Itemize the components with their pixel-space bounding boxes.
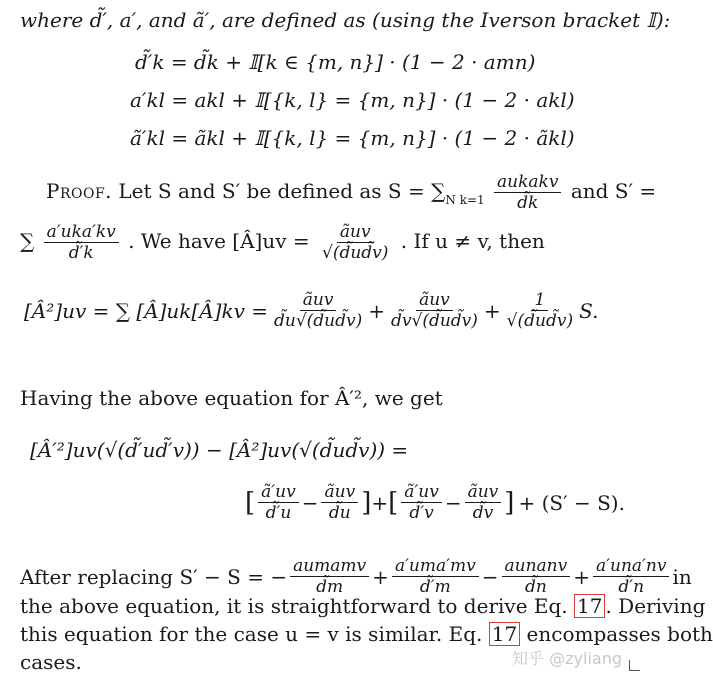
bracket-close: ]: [361, 487, 372, 518]
bracket-open: [: [245, 487, 256, 518]
numerator: ãuv: [300, 290, 337, 311]
proof-line1-text: Let S and S′ be defined as S = ∑: [118, 179, 446, 203]
eq2-frac-a: [258, 482, 299, 523]
eq2-frac-d: [465, 482, 502, 523]
denominator: d̃′m: [419, 577, 451, 597]
after-frac-2: [392, 556, 479, 597]
equation-ref-link[interactable]: 17: [574, 594, 605, 618]
equation2-tail: + (S′ − S).: [518, 490, 625, 515]
after-line2-tail: . Deriving: [605, 594, 706, 618]
after-frac-3: [502, 556, 571, 597]
equation1-tail: S.: [579, 298, 599, 323]
numerator: ãuv: [416, 290, 453, 311]
numerator: aumamv: [290, 556, 369, 577]
equation1-lhs: [Â²]uv = ∑ [Â]uk[Â]kv =: [24, 298, 268, 323]
numerator: a′uma′mv: [392, 556, 479, 577]
proof-line1-tail: and S′ =: [570, 179, 657, 203]
denominator: √(d̃ud̃v): [506, 311, 574, 331]
having-text: Having the above equation for Â′², we get: [20, 386, 443, 410]
fraction-denominator: √(d̃ud̃v): [322, 243, 389, 263]
denominator: d̃v√(d̃ud̃v): [391, 311, 478, 331]
sum-symbol: ∑: [20, 229, 35, 253]
eq1-term2: [388, 290, 481, 331]
fraction-numerator: a′uka′kv: [44, 222, 119, 243]
minus: −: [301, 490, 319, 515]
after-line-1: [20, 556, 692, 597]
plus: +: [371, 490, 389, 515]
fraction-numerator: ãuv: [337, 222, 374, 243]
denominator: d̃′u: [265, 503, 292, 523]
after-line-4: cases.: [20, 650, 82, 674]
proof-fraction-2: [44, 222, 119, 263]
denominator: d̃′v: [409, 503, 434, 523]
after-line-2: [20, 594, 705, 618]
denominator: d̃v: [472, 503, 494, 523]
proof-line2-text: . We have [Â]uv =: [128, 229, 310, 253]
equation-2-line-1: [Â′²]uv(√(d̃′ud̃′v)) − [Â²]uv(√(d̃ud̃v)) =: [30, 438, 409, 462]
definition-a-tilde: ã′kl = ãkl + 𝕀[{k, l} = {m, n}] · (1 − 2 · ãkl): [130, 126, 575, 150]
bracket-close: ]: [504, 487, 515, 518]
proof-line2-tail: . If u ≠ v, then: [400, 229, 545, 253]
numerator: 1: [531, 290, 548, 311]
eq1-term3: [504, 290, 576, 331]
bracket-open: [: [388, 487, 399, 518]
after-line3-text: this equation for the case u = v is similar. Eq.: [20, 622, 483, 646]
numerator: ã′uv: [401, 482, 442, 503]
minus: −: [444, 490, 462, 515]
intro-text: where d̃′, a′, and ã′, are defined as (using the Iverson bracket 𝕀):: [20, 8, 671, 32]
denominator: d̃′n: [618, 577, 645, 597]
fraction-denominator: d̃k: [517, 193, 539, 213]
denominator: d̃m: [316, 577, 344, 597]
equation-2-line-2: [245, 482, 625, 523]
plus: +: [573, 564, 590, 589]
definition-a: a′kl = akl + 𝕀[{k, l} = {m, n}] · (1 − 2 · akl): [130, 88, 575, 112]
denominator: d̃u√(d̃ud̃v): [273, 311, 363, 331]
eq2-frac-b: [321, 482, 358, 523]
proof-line-1: [46, 172, 656, 213]
numerator: aunanv: [502, 556, 571, 577]
denominator: d̃u: [328, 503, 351, 523]
after-line-3: [20, 622, 713, 646]
numerator: a′una′nv: [593, 556, 669, 577]
definition-d: d̃′k = d̃k + 𝕀[k ∈ {m, n}] · (1 − 2 · amn): [135, 50, 536, 74]
proof-line-2: [20, 222, 545, 263]
after-text: After replacing S′ − S = −: [20, 564, 288, 589]
denominator: d̃n: [524, 577, 547, 597]
numerator: ãuv: [321, 482, 358, 503]
proof-fraction-1: [494, 172, 561, 213]
after-frac-4: [593, 556, 669, 597]
after-in: in: [672, 564, 692, 589]
numerator: ã′uv: [258, 482, 299, 503]
fraction-numerator: aukakv: [494, 172, 561, 193]
eq1-term1: [271, 290, 365, 331]
proof-fraction-3: [319, 222, 391, 263]
sum-limits: N k=1: [445, 193, 485, 207]
proof-label: Proof.: [46, 179, 113, 203]
corner-resize-icon: [629, 660, 640, 671]
after-line3-tail: encompasses both: [526, 622, 713, 646]
after-frac-1: [290, 556, 369, 597]
plus: +: [372, 564, 389, 589]
eq2-frac-c: [401, 482, 442, 523]
plus: +: [483, 298, 501, 323]
watermark-text: 知乎 @zyliang: [512, 649, 622, 668]
equation-1: [24, 290, 598, 331]
fraction-denominator: d̃′k: [68, 243, 94, 263]
plus: +: [368, 298, 385, 323]
equation-ref-link[interactable]: 17: [489, 622, 520, 646]
minus: −: [481, 564, 499, 589]
numerator: ãuv: [465, 482, 502, 503]
after-line2-text: the above equation, it is straightforward to derive Eq.: [20, 594, 568, 618]
